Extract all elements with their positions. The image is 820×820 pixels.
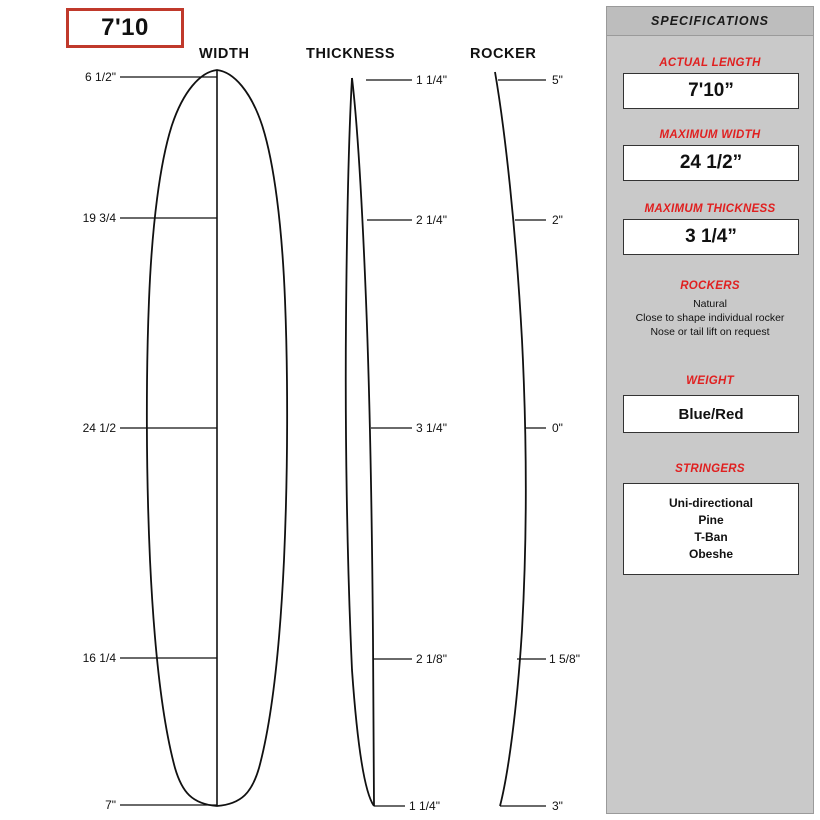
column-heading-width: WIDTH: [199, 46, 250, 62]
width-measurement-label: 16 1/4: [82, 651, 116, 665]
specifications-panel: [606, 6, 814, 814]
spec-value-stringers-line: Pine: [698, 513, 724, 527]
rocker-measurement-label: 0": [552, 421, 563, 435]
thickness-measurement-label: 3 1/4": [416, 421, 447, 435]
spec-value-maximum-thickness: [623, 219, 799, 255]
rocker-measurement-label: 1 5/8": [549, 652, 580, 666]
spec-label-weight: WEIGHT: [686, 375, 734, 387]
spec-value-rockers-line: Natural: [693, 298, 727, 310]
spec-label-maximum-width: MAXIMUM WIDTH: [659, 129, 761, 141]
spec-label-stringers: STRINGERS: [675, 463, 745, 475]
width-measurement-label: 7": [105, 798, 116, 812]
spec-label-rockers: ROCKERS: [680, 280, 740, 292]
board-length-title-text: 7'10: [101, 14, 149, 41]
spec-value-rockers-line: Nose or tail lift on request: [650, 326, 770, 338]
spec-value-rockers-line: Close to shape individual rocker: [635, 312, 785, 324]
spec-value-maximum-width: [623, 145, 799, 181]
board-length-title: [66, 8, 184, 48]
spec-value-rockers: [607, 297, 813, 339]
thickness-outline: [346, 78, 374, 806]
spec-value-maximum-width-text: 24 1/2”: [679, 152, 743, 173]
specifications-panel-header: [607, 7, 813, 36]
rocker-leader-lines: [498, 80, 546, 806]
width-measurement-label: 6 1/2": [85, 70, 116, 84]
thickness-measurement-label: 2 1/8": [416, 652, 447, 666]
rocker-measurement-label: 2": [552, 213, 563, 227]
spec-value-actual-length: [623, 73, 799, 109]
spec-value-weight: [623, 395, 799, 433]
spec-value-stringers-line: Obeshe: [688, 547, 733, 561]
spec-label-actual-length: ACTUAL LENGTH: [659, 57, 761, 69]
column-heading-rocker: ROCKER: [470, 46, 537, 62]
spec-label-maximum-thickness: MAXIMUM THICKNESS: [644, 203, 776, 215]
spec-value-stringers: [623, 483, 799, 575]
spec-value-actual-length-text: 7'10”: [688, 80, 734, 101]
thickness-measurement-label: 1 1/4": [416, 73, 447, 87]
width-measurement-label: 24 1/2: [82, 421, 116, 435]
width-leader-lines: [120, 77, 217, 805]
thickness-measurement-label: 1 1/4": [409, 799, 440, 813]
spec-value-maximum-thickness-text: 3 1/4”: [685, 226, 737, 247]
thickness-measurement-label: 2 1/4": [416, 213, 447, 227]
width-outline: [147, 70, 287, 806]
thickness-leader-lines: [366, 80, 412, 806]
specifications-panel-title: SPECIFICATIONS: [651, 14, 769, 28]
rocker-measurement-label: 5": [552, 73, 563, 87]
spec-value-weight-text: Blue/Red: [678, 405, 744, 423]
column-heading-thickness: THICKNESS: [306, 46, 396, 62]
width-measurement-label: 19 3/4: [82, 211, 116, 225]
rocker-measurement-label: 3": [552, 799, 563, 813]
rocker-outline: [495, 72, 526, 806]
spec-value-stringers-line: T-Ban: [694, 530, 728, 544]
spec-value-stringers-line: Uni-directional: [668, 496, 753, 510]
